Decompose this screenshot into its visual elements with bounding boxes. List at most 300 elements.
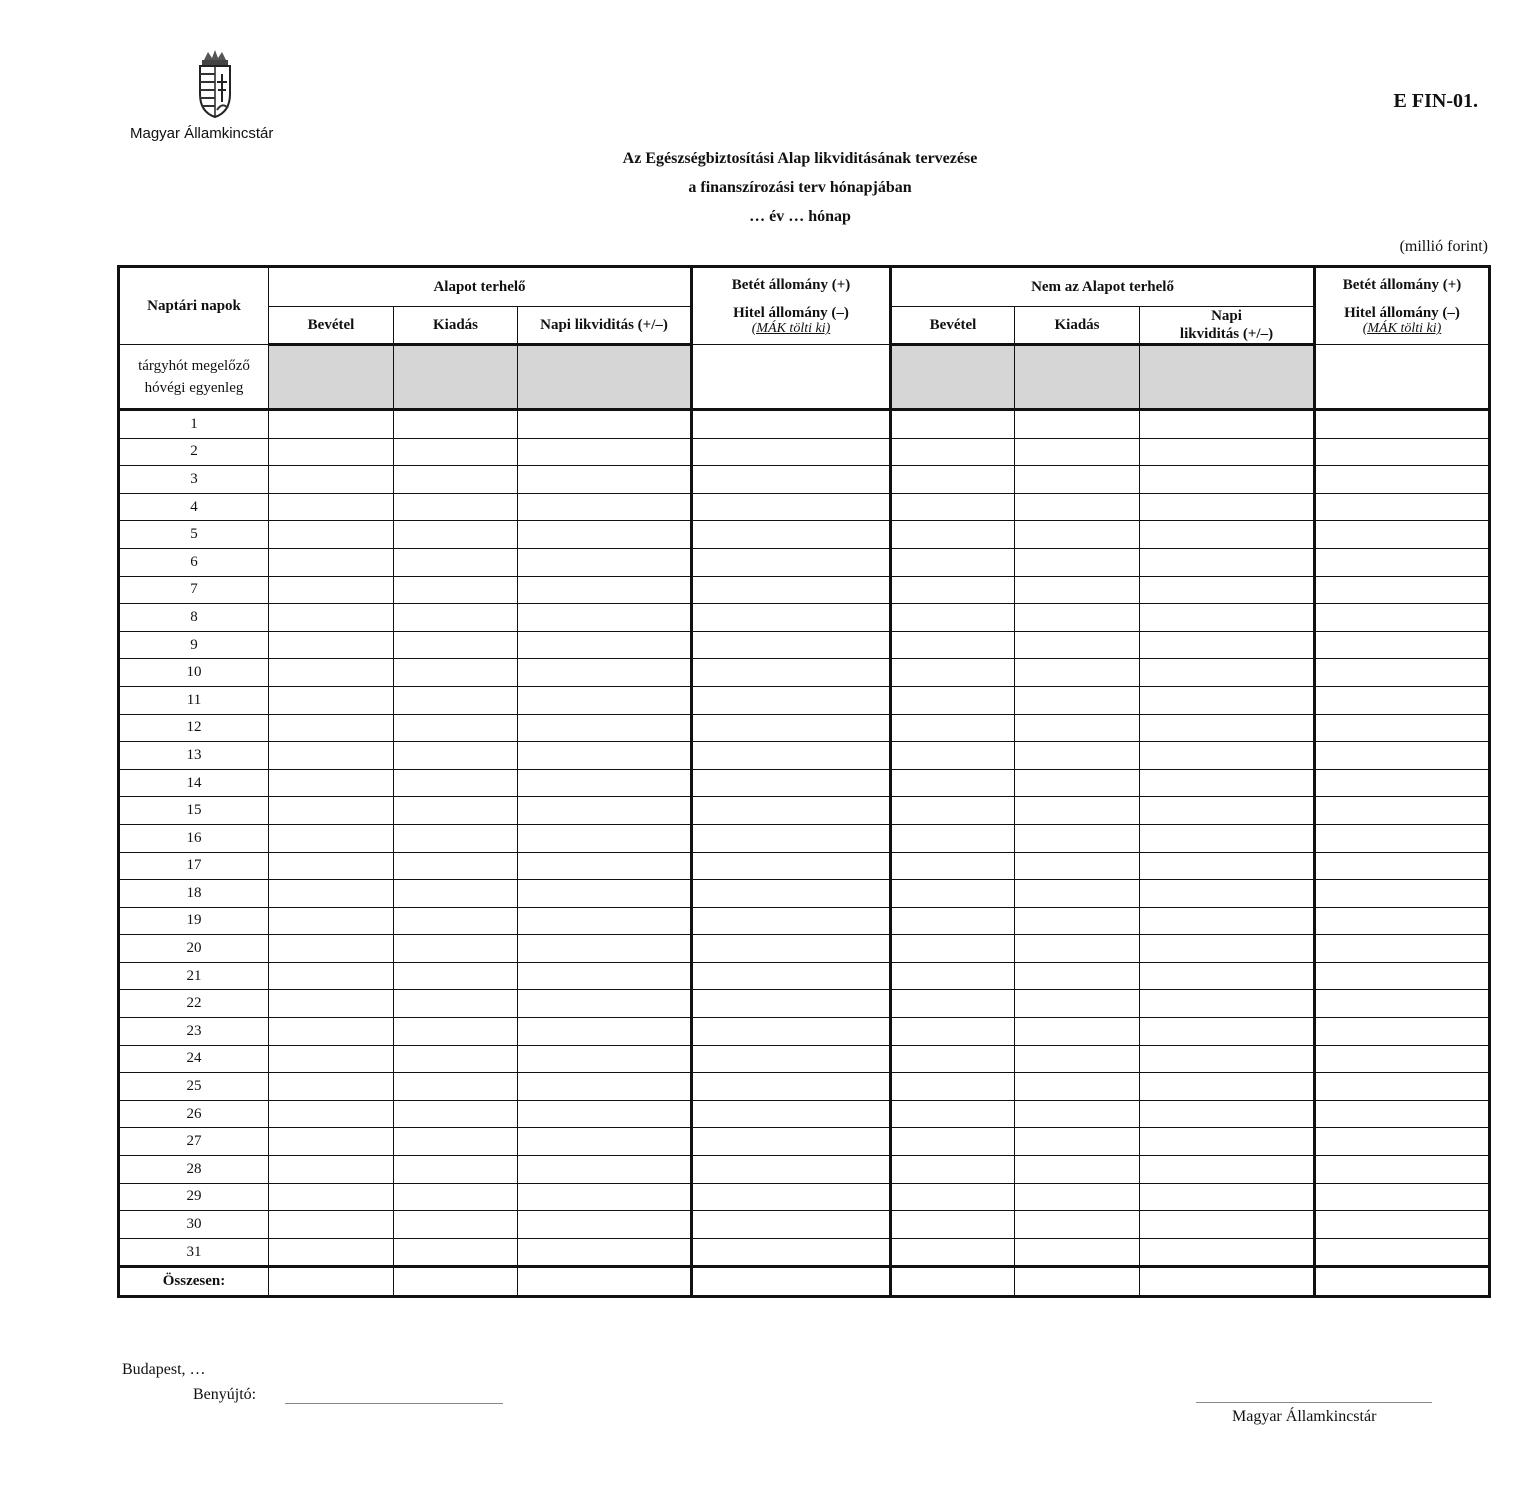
input-cell[interactable] bbox=[518, 1267, 692, 1297]
day-row bbox=[119, 466, 1490, 494]
input-cell[interactable] bbox=[692, 438, 891, 466]
input-cell[interactable] bbox=[692, 576, 891, 604]
input-cell[interactable] bbox=[1140, 714, 1315, 742]
input-cell[interactable] bbox=[891, 742, 1015, 770]
input-cell[interactable] bbox=[1315, 797, 1490, 825]
input-cell[interactable] bbox=[1140, 1100, 1315, 1128]
input-cell[interactable] bbox=[269, 1128, 394, 1156]
input-cell[interactable] bbox=[1315, 659, 1490, 687]
input-cell[interactable] bbox=[394, 769, 518, 797]
input-cell[interactable] bbox=[269, 1018, 394, 1046]
input-cell[interactable] bbox=[891, 410, 1015, 439]
daily-liquidity-line2: likviditás (+/–) bbox=[1179, 326, 1274, 342]
input-cell[interactable] bbox=[518, 797, 692, 825]
input-cell[interactable] bbox=[1315, 493, 1490, 521]
input-cell[interactable] bbox=[692, 769, 891, 797]
input-cell[interactable] bbox=[1140, 521, 1315, 549]
input-cell[interactable] bbox=[891, 686, 1015, 714]
title-line-1: Az Egészségbiztosítási Alap likviditásának tervezése bbox=[622, 150, 978, 167]
input-cell[interactable] bbox=[269, 1211, 394, 1239]
input-cell[interactable] bbox=[692, 742, 891, 770]
day-number: 27 bbox=[119, 1128, 269, 1156]
input-cell[interactable] bbox=[1315, 990, 1490, 1018]
input-cell[interactable] bbox=[1315, 1045, 1490, 1073]
input-cell[interactable] bbox=[1015, 1128, 1140, 1156]
input-cell[interactable] bbox=[1015, 521, 1140, 549]
input-cell[interactable] bbox=[692, 604, 891, 632]
input-cell[interactable] bbox=[394, 714, 518, 742]
input-cell[interactable] bbox=[692, 1073, 891, 1101]
input-cell[interactable] bbox=[1015, 797, 1140, 825]
input-cell[interactable] bbox=[692, 1156, 891, 1184]
input-cell[interactable] bbox=[891, 1073, 1015, 1101]
day-number: 4 bbox=[119, 493, 269, 521]
input-cell[interactable] bbox=[1140, 631, 1315, 659]
input-cell[interactable] bbox=[1315, 907, 1490, 935]
input-cell[interactable] bbox=[891, 604, 1015, 632]
input-cell[interactable] bbox=[692, 631, 891, 659]
input-cell[interactable] bbox=[394, 1045, 518, 1073]
input-cell[interactable] bbox=[518, 466, 692, 494]
input-cell[interactable] bbox=[518, 548, 692, 576]
input-cell[interactable] bbox=[891, 935, 1015, 963]
input-cell[interactable] bbox=[692, 824, 891, 852]
input-cell[interactable] bbox=[1015, 1073, 1140, 1101]
shaded-cell bbox=[1015, 345, 1140, 410]
input-cell[interactable] bbox=[891, 962, 1015, 990]
input-cell[interactable] bbox=[269, 962, 394, 990]
input-cell[interactable] bbox=[1140, 604, 1315, 632]
input-cell[interactable] bbox=[891, 1211, 1015, 1239]
input-cell[interactable] bbox=[1315, 1018, 1490, 1046]
input-cell[interactable] bbox=[1015, 548, 1140, 576]
input-cell[interactable] bbox=[891, 631, 1015, 659]
day-number: 25 bbox=[119, 1073, 269, 1101]
input-cell[interactable] bbox=[1015, 631, 1140, 659]
input-cell[interactable] bbox=[1015, 742, 1140, 770]
input-cell[interactable] bbox=[891, 1018, 1015, 1046]
day-row bbox=[119, 1183, 1490, 1211]
input-cell[interactable] bbox=[692, 466, 891, 494]
input-cell[interactable] bbox=[269, 714, 394, 742]
input-cell[interactable] bbox=[1015, 1211, 1140, 1239]
input-cell[interactable] bbox=[394, 410, 518, 439]
day-row bbox=[119, 686, 1490, 714]
input-cell[interactable] bbox=[1315, 1128, 1490, 1156]
input-cell[interactable] bbox=[1140, 769, 1315, 797]
input-cell[interactable] bbox=[692, 1045, 891, 1073]
input-cell[interactable] bbox=[1015, 1183, 1140, 1211]
input-cell[interactable] bbox=[891, 576, 1015, 604]
input-cell[interactable] bbox=[1315, 824, 1490, 852]
input-cell[interactable] bbox=[1315, 769, 1490, 797]
day-row bbox=[119, 604, 1490, 632]
input-cell[interactable] bbox=[692, 548, 891, 576]
input-cell[interactable] bbox=[1140, 1018, 1315, 1046]
day-row bbox=[119, 769, 1490, 797]
input-cell[interactable] bbox=[1315, 686, 1490, 714]
day-number: 10 bbox=[119, 659, 269, 687]
input-cell[interactable] bbox=[394, 521, 518, 549]
input-cell[interactable] bbox=[518, 880, 692, 908]
input-cell[interactable] bbox=[394, 852, 518, 880]
input-cell[interactable] bbox=[394, 742, 518, 770]
input-cell[interactable] bbox=[891, 852, 1015, 880]
input-cell[interactable] bbox=[269, 742, 394, 770]
input-cell[interactable] bbox=[1015, 907, 1140, 935]
input-cell[interactable] bbox=[1140, 880, 1315, 908]
input-cell[interactable] bbox=[269, 797, 394, 825]
input-cell[interactable] bbox=[891, 1100, 1015, 1128]
input-cell[interactable] bbox=[269, 521, 394, 549]
input-cell[interactable] bbox=[394, 1128, 518, 1156]
input-cell[interactable] bbox=[518, 631, 692, 659]
input-cell[interactable] bbox=[1015, 1045, 1140, 1073]
day-row bbox=[119, 742, 1490, 770]
input-cell[interactable] bbox=[269, 493, 394, 521]
input-cell[interactable] bbox=[1015, 493, 1140, 521]
input-cell[interactable] bbox=[518, 824, 692, 852]
input-cell[interactable] bbox=[891, 1045, 1015, 1073]
input-cell[interactable] bbox=[891, 548, 1015, 576]
input-cell[interactable] bbox=[1140, 576, 1315, 604]
total-row bbox=[119, 1267, 1490, 1297]
input-cell[interactable] bbox=[692, 345, 891, 410]
day-number: 7 bbox=[119, 576, 269, 604]
input-cell[interactable] bbox=[269, 659, 394, 687]
input-cell[interactable] bbox=[518, 962, 692, 990]
input-cell[interactable] bbox=[891, 824, 1015, 852]
input-cell[interactable] bbox=[1140, 824, 1315, 852]
input-cell[interactable] bbox=[1140, 1183, 1315, 1211]
col-header-daily-liquidity bbox=[1140, 307, 1315, 345]
input-cell[interactable] bbox=[891, 521, 1015, 549]
input-cell[interactable] bbox=[1315, 1073, 1490, 1101]
input-cell[interactable] bbox=[1315, 1183, 1490, 1211]
input-cell[interactable] bbox=[394, 962, 518, 990]
input-cell[interactable] bbox=[1015, 962, 1140, 990]
input-cell[interactable] bbox=[1315, 714, 1490, 742]
input-cell[interactable] bbox=[1015, 686, 1140, 714]
input-cell[interactable] bbox=[1315, 631, 1490, 659]
input-cell[interactable] bbox=[518, 659, 692, 687]
input-cell[interactable] bbox=[1315, 1238, 1490, 1267]
input-cell[interactable] bbox=[269, 604, 394, 632]
input-cell[interactable] bbox=[1140, 935, 1315, 963]
day-number: 21 bbox=[119, 962, 269, 990]
input-cell[interactable] bbox=[692, 714, 891, 742]
input-cell[interactable] bbox=[1140, 493, 1315, 521]
day-row bbox=[119, 493, 1490, 521]
input-cell[interactable] bbox=[1315, 604, 1490, 632]
day-number: 28 bbox=[119, 1156, 269, 1184]
day-row bbox=[119, 797, 1490, 825]
input-cell[interactable] bbox=[518, 1183, 692, 1211]
day-number: 29 bbox=[119, 1183, 269, 1211]
input-cell[interactable] bbox=[269, 1183, 394, 1211]
input-cell[interactable] bbox=[1140, 1045, 1315, 1073]
input-cell[interactable] bbox=[1140, 686, 1315, 714]
input-cell[interactable] bbox=[1015, 659, 1140, 687]
submitter-signature-line[interactable] bbox=[285, 1403, 503, 1404]
input-cell[interactable] bbox=[1315, 742, 1490, 770]
input-cell[interactable] bbox=[394, 659, 518, 687]
day-row bbox=[119, 935, 1490, 963]
input-cell[interactable] bbox=[518, 907, 692, 935]
input-cell[interactable] bbox=[394, 576, 518, 604]
input-cell[interactable] bbox=[1015, 576, 1140, 604]
input-cell[interactable] bbox=[1140, 797, 1315, 825]
input-cell[interactable] bbox=[394, 548, 518, 576]
input-cell[interactable] bbox=[692, 852, 891, 880]
input-cell[interactable] bbox=[1015, 714, 1140, 742]
input-cell[interactable] bbox=[269, 410, 394, 439]
day-number: 16 bbox=[119, 824, 269, 852]
input-cell[interactable] bbox=[1140, 742, 1315, 770]
input-cell[interactable] bbox=[1315, 1267, 1490, 1297]
input-cell[interactable] bbox=[518, 714, 692, 742]
input-cell[interactable] bbox=[1315, 1156, 1490, 1184]
day-row bbox=[119, 548, 1490, 576]
input-cell[interactable] bbox=[269, 1267, 394, 1297]
input-cell[interactable] bbox=[692, 935, 891, 963]
input-cell[interactable] bbox=[1015, 438, 1140, 466]
input-cell[interactable] bbox=[1140, 907, 1315, 935]
input-cell[interactable] bbox=[1140, 466, 1315, 494]
input-cell[interactable] bbox=[1315, 880, 1490, 908]
day-number: 31 bbox=[119, 1238, 269, 1267]
input-cell[interactable] bbox=[1315, 1100, 1490, 1128]
day-number: 26 bbox=[119, 1100, 269, 1128]
input-cell[interactable] bbox=[1140, 548, 1315, 576]
input-cell[interactable] bbox=[1015, 1238, 1140, 1267]
day-row bbox=[119, 1128, 1490, 1156]
input-cell[interactable] bbox=[269, 769, 394, 797]
day-number: 3 bbox=[119, 466, 269, 494]
input-cell[interactable] bbox=[518, 769, 692, 797]
input-cell[interactable] bbox=[692, 880, 891, 908]
day-row bbox=[119, 1045, 1490, 1073]
input-cell[interactable] bbox=[1140, 1156, 1315, 1184]
input-cell[interactable] bbox=[269, 852, 394, 880]
day-number: 24 bbox=[119, 1045, 269, 1073]
input-cell[interactable] bbox=[692, 1018, 891, 1046]
input-cell[interactable] bbox=[1015, 466, 1140, 494]
input-cell[interactable] bbox=[891, 493, 1015, 521]
input-cell[interactable] bbox=[518, 521, 692, 549]
input-cell[interactable] bbox=[394, 1073, 518, 1101]
input-cell[interactable] bbox=[518, 1156, 692, 1184]
input-cell[interactable] bbox=[1315, 962, 1490, 990]
input-cell[interactable] bbox=[1015, 1156, 1140, 1184]
day-row bbox=[119, 962, 1490, 990]
input-cell[interactable] bbox=[269, 1156, 394, 1184]
input-cell[interactable] bbox=[518, 935, 692, 963]
input-cell[interactable] bbox=[394, 824, 518, 852]
input-cell[interactable] bbox=[518, 438, 692, 466]
input-cell[interactable] bbox=[692, 1267, 891, 1297]
input-cell[interactable] bbox=[891, 797, 1015, 825]
input-cell[interactable] bbox=[891, 880, 1015, 908]
input-cell[interactable] bbox=[1315, 438, 1490, 466]
treasury-signature-label: Magyar Államkincstár bbox=[1232, 1408, 1377, 1425]
input-cell[interactable] bbox=[1315, 935, 1490, 963]
input-cell[interactable] bbox=[1140, 1128, 1315, 1156]
input-cell[interactable] bbox=[269, 1073, 394, 1101]
input-cell[interactable] bbox=[518, 1018, 692, 1046]
input-cell[interactable] bbox=[692, 1128, 891, 1156]
input-cell[interactable] bbox=[1015, 769, 1140, 797]
input-cell[interactable] bbox=[1315, 576, 1490, 604]
input-cell[interactable] bbox=[692, 797, 891, 825]
input-cell[interactable] bbox=[1315, 345, 1490, 410]
input-cell[interactable] bbox=[394, 1183, 518, 1211]
input-cell[interactable] bbox=[1015, 1267, 1140, 1297]
day-number: 30 bbox=[119, 1211, 269, 1239]
input-cell[interactable] bbox=[518, 1211, 692, 1239]
input-cell[interactable] bbox=[269, 1238, 394, 1267]
input-cell[interactable] bbox=[394, 907, 518, 935]
input-cell[interactable] bbox=[692, 659, 891, 687]
input-cell[interactable] bbox=[692, 962, 891, 990]
input-cell[interactable] bbox=[518, 1128, 692, 1156]
input-cell[interactable] bbox=[269, 824, 394, 852]
input-cell[interactable] bbox=[269, 935, 394, 963]
input-cell[interactable] bbox=[1015, 1100, 1140, 1128]
input-cell[interactable] bbox=[891, 714, 1015, 742]
input-cell[interactable] bbox=[1140, 1211, 1315, 1239]
input-cell[interactable] bbox=[269, 548, 394, 576]
input-cell[interactable] bbox=[891, 1183, 1015, 1211]
input-cell[interactable] bbox=[394, 1238, 518, 1267]
input-cell[interactable] bbox=[394, 935, 518, 963]
input-cell[interactable] bbox=[1015, 1018, 1140, 1046]
input-cell[interactable] bbox=[269, 1100, 394, 1128]
input-cell[interactable] bbox=[692, 907, 891, 935]
shaded-cell bbox=[269, 345, 394, 410]
input-cell[interactable] bbox=[891, 769, 1015, 797]
input-cell[interactable] bbox=[1015, 824, 1140, 852]
input-cell[interactable] bbox=[394, 1211, 518, 1239]
input-cell[interactable] bbox=[692, 1183, 891, 1211]
input-cell[interactable] bbox=[1140, 990, 1315, 1018]
input-cell[interactable] bbox=[1140, 438, 1315, 466]
input-cell[interactable] bbox=[891, 1156, 1015, 1184]
input-cell[interactable] bbox=[269, 1045, 394, 1073]
input-cell[interactable] bbox=[891, 1238, 1015, 1267]
input-cell[interactable] bbox=[394, 493, 518, 521]
input-cell[interactable] bbox=[269, 631, 394, 659]
input-cell[interactable] bbox=[394, 466, 518, 494]
previous-balance-line2: hóvégi egyenleg bbox=[144, 379, 244, 396]
input-cell[interactable] bbox=[1015, 990, 1140, 1018]
input-cell[interactable] bbox=[692, 1211, 891, 1239]
input-cell[interactable] bbox=[692, 521, 891, 549]
input-cell[interactable] bbox=[518, 990, 692, 1018]
input-cell[interactable] bbox=[891, 990, 1015, 1018]
input-cell[interactable] bbox=[1140, 1267, 1315, 1297]
input-cell[interactable] bbox=[1015, 852, 1140, 880]
input-cell[interactable] bbox=[518, 1045, 692, 1073]
input-cell[interactable] bbox=[891, 438, 1015, 466]
input-cell[interactable] bbox=[518, 686, 692, 714]
input-cell[interactable] bbox=[891, 907, 1015, 935]
day-number: 23 bbox=[119, 1018, 269, 1046]
day-row bbox=[119, 1100, 1490, 1128]
input-cell[interactable] bbox=[1015, 604, 1140, 632]
input-cell[interactable] bbox=[394, 880, 518, 908]
input-cell[interactable] bbox=[1140, 410, 1315, 439]
input-cell[interactable] bbox=[692, 990, 891, 1018]
input-cell[interactable] bbox=[1140, 659, 1315, 687]
input-cell[interactable] bbox=[692, 493, 891, 521]
day-number: 19 bbox=[119, 907, 269, 935]
input-cell[interactable] bbox=[692, 1238, 891, 1267]
group-header-nonfund: Nem az Alapot terhelő bbox=[891, 267, 1315, 307]
input-cell[interactable] bbox=[692, 686, 891, 714]
input-cell[interactable] bbox=[394, 990, 518, 1018]
input-cell[interactable] bbox=[1140, 1238, 1315, 1267]
day-row bbox=[119, 1156, 1490, 1184]
input-cell[interactable] bbox=[518, 1238, 692, 1267]
input-cell[interactable] bbox=[518, 410, 692, 439]
input-cell[interactable] bbox=[1140, 1073, 1315, 1101]
input-cell[interactable] bbox=[1315, 466, 1490, 494]
input-cell[interactable] bbox=[518, 493, 692, 521]
input-cell[interactable] bbox=[1140, 852, 1315, 880]
input-cell[interactable] bbox=[1315, 410, 1490, 439]
input-cell[interactable] bbox=[394, 1100, 518, 1128]
input-cell[interactable] bbox=[518, 742, 692, 770]
input-cell[interactable] bbox=[692, 410, 891, 439]
input-cell[interactable] bbox=[518, 1100, 692, 1128]
input-cell[interactable] bbox=[518, 604, 692, 632]
title-line-3: … év … hónap bbox=[749, 208, 851, 225]
input-cell[interactable] bbox=[891, 466, 1015, 494]
input-cell[interactable] bbox=[1315, 548, 1490, 576]
input-cell[interactable] bbox=[1140, 962, 1315, 990]
input-cell[interactable] bbox=[269, 990, 394, 1018]
input-cell[interactable] bbox=[891, 659, 1015, 687]
input-cell[interactable] bbox=[1015, 880, 1140, 908]
input-cell[interactable] bbox=[394, 797, 518, 825]
input-cell[interactable] bbox=[394, 1156, 518, 1184]
input-cell[interactable] bbox=[891, 1267, 1015, 1297]
input-cell[interactable] bbox=[394, 1018, 518, 1046]
input-cell[interactable] bbox=[269, 880, 394, 908]
input-cell[interactable] bbox=[394, 631, 518, 659]
input-cell[interactable] bbox=[269, 576, 394, 604]
input-cell[interactable] bbox=[269, 438, 394, 466]
input-cell[interactable] bbox=[1315, 1211, 1490, 1239]
input-cell[interactable] bbox=[692, 1100, 891, 1128]
input-cell[interactable] bbox=[518, 852, 692, 880]
input-cell[interactable] bbox=[394, 686, 518, 714]
input-cell[interactable] bbox=[394, 1267, 518, 1297]
input-cell[interactable] bbox=[269, 907, 394, 935]
input-cell[interactable] bbox=[1015, 410, 1140, 439]
input-cell[interactable] bbox=[891, 1128, 1015, 1156]
input-cell[interactable] bbox=[269, 466, 394, 494]
input-cell[interactable] bbox=[394, 604, 518, 632]
input-cell[interactable] bbox=[394, 438, 518, 466]
input-cell[interactable] bbox=[1315, 521, 1490, 549]
input-cell[interactable] bbox=[1015, 935, 1140, 963]
input-cell[interactable] bbox=[518, 576, 692, 604]
input-cell[interactable] bbox=[269, 686, 394, 714]
input-cell[interactable] bbox=[1315, 852, 1490, 880]
input-cell[interactable] bbox=[518, 1073, 692, 1101]
